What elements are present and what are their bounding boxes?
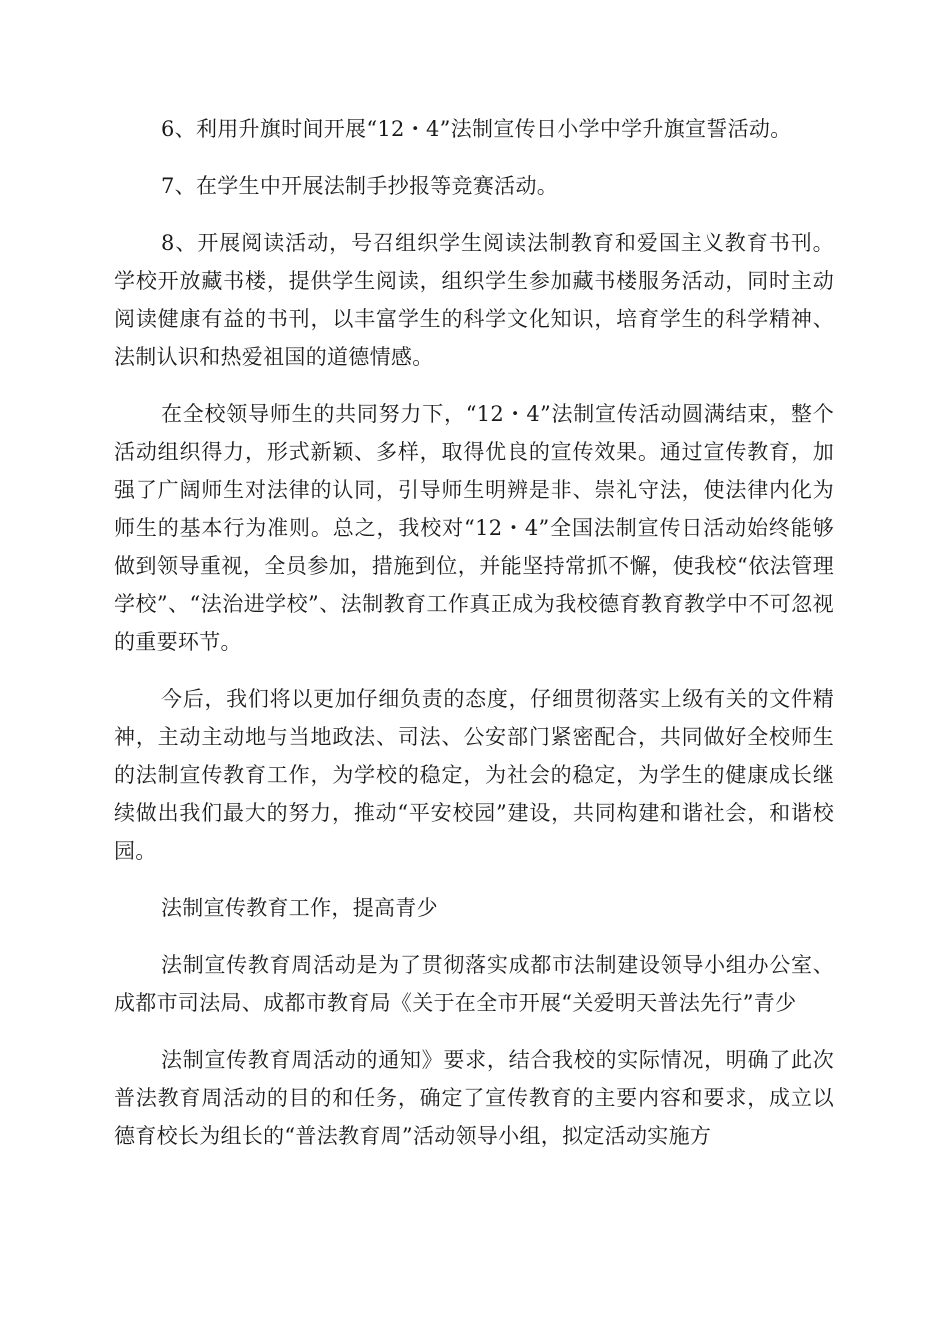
document-body <box>114 110 834 1174</box>
paragraph-week-notice: 法制宣传教育周活动的通知》要求，结合我校的实际情况，明确了此次普法教育周活动的目的和任务，确定了宣传教育的主要内容和要求，成立以德育校长为组长的“普法教育周”活动领导小组，拟定活动实施方 <box>114 1048 834 1148</box>
paragraph-item-8: 8、开展阅读活动，号召组织学生阅读法制教育和爱国主义教育书刊。学校开放藏书楼，提供学生阅读，组织学生参加藏书楼服务活动，同时主动阅读健康有益的书刊，以丰富学生的科学文化知识，培育学生的科学精神、法制认识和热爱祖国的道德情感。 <box>114 231 834 369</box>
paragraph-item-6: 6、利用升旗时间开展“12・4”法制宣传日小学中学升旗宣誓活动。 <box>161 117 792 141</box>
paragraph-heading-line: 法制宣传教育工作，提高青少 <box>161 896 438 920</box>
paragraph-future-plans: 今后，我们将以更加仔细负责的态度，仔细贯彻落实上级有关的文件精神，主动主动地与当地政法、司法、公安部门紧密配合，共同做好全校师生的法制宣传教育工作，为学校的稳定，为社会的稳定，为学生的健康成长继续做出我们最大的努力，推动“平安校园”建设，共同构建和谐社会，和谐校园。 <box>114 687 834 863</box>
paragraph-item-7: 7、在学生中开展法制手抄报等竞赛活动。 <box>161 174 559 198</box>
paragraph-week-intro: 法制宣传教育周活动是为了贯彻落实成都市法制建设领导小组办公室、成都市司法局、成都市教育局《关于在全市开展“关爱明天普法先行”青少 <box>114 953 834 1015</box>
paragraph-summary: 在全校领导师生的共同努力下，“12・4”法制宣传活动圆满结束，整个活动组织得力，形式新颖、多样，取得优良的宣传效果。通过宣传教育，加强了广阔师生对法律的认同，引导师生明辨是非、崇礼守法，使法律内化为师生的基本行为准则。总之，我校对“12・4”全国法制宣传日活动始终能够做到领导重视，全员参加，措施到位，并能坚持常抓不懈，使我校“依法管理学校”、“法治进学校”、法制教育工作真正成为我校德育教育教学中不可忽视的重要环节。 <box>114 402 834 654</box>
